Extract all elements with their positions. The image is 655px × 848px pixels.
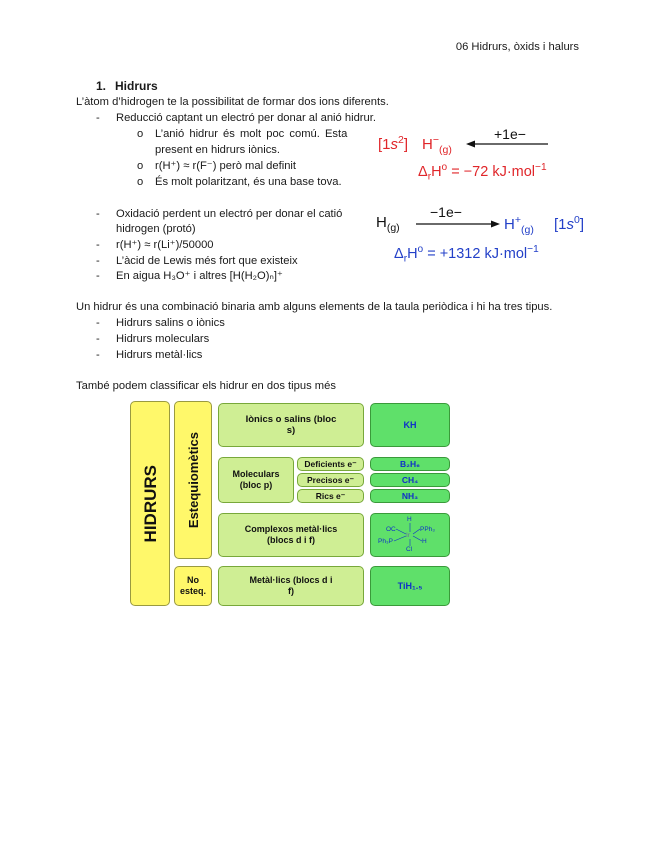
- precise-example: CH₄: [401, 474, 419, 485]
- bullet-dash: -: [96, 208, 100, 220]
- metallic-example-box: [370, 566, 450, 606]
- bullet-dash: -: [96, 317, 100, 329]
- complex-example-box: [370, 513, 450, 557]
- bullet-dash: -: [96, 270, 100, 282]
- hydride-classification-diagram: [130, 401, 455, 606]
- deficient-example: B₂H₆: [400, 458, 420, 469]
- precise-label: Precisos e⁻: [306, 474, 354, 485]
- bullet-dash: -: [96, 349, 100, 361]
- eq2-arrow-label: −1e−: [430, 204, 462, 220]
- bond-lines: [372, 514, 448, 556]
- molecular-label: Moleculars (bloc p): [232, 469, 280, 490]
- type-item-molecular: Hidrurs moleculars: [116, 333, 210, 345]
- non-stoichiometric-box: [174, 566, 212, 606]
- intro-text: L’àtom d’hidrogen te la possibilitat de formar dos ions diferents.: [76, 96, 389, 108]
- precise-example-box: [370, 473, 450, 487]
- hydride-anion-text-1: L’anió hidrur és molt poc comú. Esta: [155, 128, 348, 140]
- sub-bullet: o: [137, 160, 144, 172]
- lewis-acid-text: L’àcid de Lewis més fort que existeix: [116, 255, 298, 267]
- bullet-dash: -: [96, 255, 100, 267]
- hidrurs-box: [130, 401, 170, 606]
- deficient-box: [297, 457, 364, 471]
- rich-label: Rics e⁻: [315, 490, 346, 501]
- metallic-example: TiH₁.₅: [397, 580, 423, 591]
- page-header: 06 Hidrurs, òxids i halurs: [455, 41, 579, 53]
- bullet-dash: -: [96, 333, 100, 345]
- molecular-box: [218, 457, 294, 503]
- reduction-equation: $[1s^2]$ $H^-_{(g)}$ +1e− $\Delta_rH^o = -72$ kJ·mol$^{-1}$: [378, 126, 547, 183]
- precise-box: [297, 473, 364, 487]
- ionic-example: KH: [403, 419, 417, 430]
- hydride-anion-text-2: present en hidrurs iònics.: [155, 144, 280, 156]
- metallic-label: Metàl·lics (blocs d i f): [249, 575, 333, 596]
- rich-box: [297, 489, 364, 503]
- bullet-dash: -: [96, 112, 100, 124]
- ionic-box: [218, 403, 364, 447]
- radius-text: r(H⁺) ≈ r(F⁻) però mal definit: [155, 160, 297, 172]
- ionic-label: Iònics o salins (bloc s): [245, 414, 337, 436]
- eq1-arrow-label: +1e−: [494, 126, 526, 142]
- oxidation-equation: $H_{(g)}$ −1e− $H^+_{(g)}$ $[1s^0]$ $\Delta_rH^o = +1312$ kJ·mol$^{-1}$: [376, 204, 585, 265]
- right-arrow-icon: [416, 219, 500, 229]
- type-item-ionic: Hidrurs salins o iònics: [116, 317, 225, 329]
- left-arrow-icon: [466, 139, 548, 149]
- rich-example: NH₃: [401, 490, 419, 501]
- rich-example-box: [370, 489, 450, 503]
- bullet-dash: -: [96, 239, 100, 251]
- deficient-example-box: [370, 457, 450, 471]
- ionic-example-box: [370, 403, 450, 447]
- oxidation-text-1: Oxidació perdent un electró per donar el catió: [116, 208, 343, 220]
- section-title: Hidrurs: [115, 79, 158, 93]
- type-item-metallic: Hidrurs metàl·lics: [116, 349, 203, 361]
- water-text: En aigua H₃O⁺ i altres [H(H₂O)ₙ]⁺: [116, 270, 283, 282]
- hidrurs-label: HIDRURS: [140, 464, 160, 543]
- stoichiometric-box: [174, 401, 212, 559]
- iridium-complex-structure: H OC Ir PPh₃ Ph₃P H Cl: [372, 514, 448, 556]
- oxidation-text-2: hidrogen (protó): [116, 223, 196, 235]
- deficient-label: Deficients e⁻: [304, 458, 357, 469]
- complex-box: [218, 513, 364, 557]
- reduction-bullet: Reducció captant un electró per donar al anió hidrur.: [116, 112, 376, 124]
- sub-bullet: o: [137, 176, 144, 188]
- complex-label: Complexos metàl·lics (blocs d i f): [244, 524, 338, 545]
- proton-radius-text: r(H⁺) ≈ r(Li⁺)/50000: [116, 239, 214, 251]
- section-number: 1.: [96, 79, 107, 93]
- polarizing-text: És molt polaritzant, és una base tova.: [155, 176, 342, 188]
- sub-bullet: o: [137, 128, 144, 140]
- non-stoichiometric-label: No esteq.: [179, 575, 206, 596]
- stoichiometric-label: Estequiomètics: [185, 431, 201, 529]
- types-intro: Un hidrur és una combinació binaria amb alguns elements de la taula periòdica i hi ha tres tipus.: [76, 301, 553, 313]
- metallic-box: [218, 566, 364, 606]
- also-text: També podem classificar els hidrur en dos tipus més: [76, 380, 336, 392]
